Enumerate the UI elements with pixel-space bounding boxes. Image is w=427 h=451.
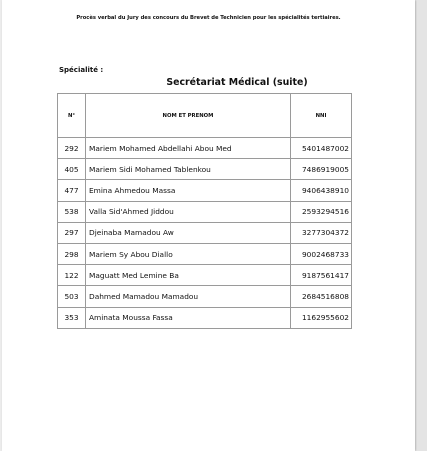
cell-name: Djeinaba Mamadou Aw (86, 222, 291, 243)
table-row (58, 159, 352, 180)
cell-nni: 3277304372 (291, 222, 352, 243)
cell-name: Maguatt Med Lemine Ba (86, 265, 291, 286)
table-row (58, 201, 352, 222)
cell-name: Emina Ahmedou Massa (86, 180, 291, 201)
cell-name: Valla Sid'Ahmed Jiddou (86, 201, 291, 222)
table-row (58, 286, 352, 307)
column-header-nni: NNI (291, 94, 352, 138)
cell-name: Mariem Mohamed Abdellahi Abou Med (86, 138, 291, 159)
document-header: Procès verbal du Jury des concours du Brevet de Technicien pour les spécialités tertiaires. (76, 15, 341, 21)
cell-nni: 9187561417 (291, 265, 352, 286)
cell-name: Mariem Sy Abou Diallo (86, 243, 291, 264)
cell-name: Aminata Moussa Fassa (86, 307, 291, 328)
cell-nni: 5401487002 (291, 138, 352, 159)
table-row (58, 138, 352, 159)
table-row (58, 307, 352, 328)
viewer-background-strip (417, 0, 427, 451)
cell-number: 298 (58, 243, 86, 264)
specialite-label: Spécialité : (59, 66, 104, 74)
table-header-row (58, 94, 352, 138)
table-row (58, 243, 352, 264)
table-row (58, 180, 352, 201)
cell-nni: 9406438910 (291, 180, 352, 201)
cell-number: 405 (58, 159, 86, 180)
cell-nni: 2684516808 (291, 286, 352, 307)
cell-nni: 1162955602 (291, 307, 352, 328)
section-title: Secrétariat Médical (suite) (166, 77, 308, 88)
results-table (57, 93, 352, 329)
cell-number: 353 (58, 307, 86, 328)
cell-number: 297 (58, 222, 86, 243)
cell-number: 477 (58, 180, 86, 201)
table-row (58, 265, 352, 286)
cell-nni: 9002468733 (291, 243, 352, 264)
cell-nni: 2593294516 (291, 201, 352, 222)
cell-nni: 7486919005 (291, 159, 352, 180)
cell-name: Dahmed Mamadou Mamadou (86, 286, 291, 307)
cell-number: 538 (58, 201, 86, 222)
cell-number: 503 (58, 286, 86, 307)
cell-number: 122 (58, 265, 86, 286)
cell-number: 292 (58, 138, 86, 159)
document-page (2, 0, 415, 451)
table-row (58, 222, 352, 243)
column-header-number: N° (58, 94, 86, 138)
cell-name: Mariem Sidi Mohamed Tablenkou (86, 159, 291, 180)
column-header-name: NOM ET PRENOM (86, 94, 291, 138)
